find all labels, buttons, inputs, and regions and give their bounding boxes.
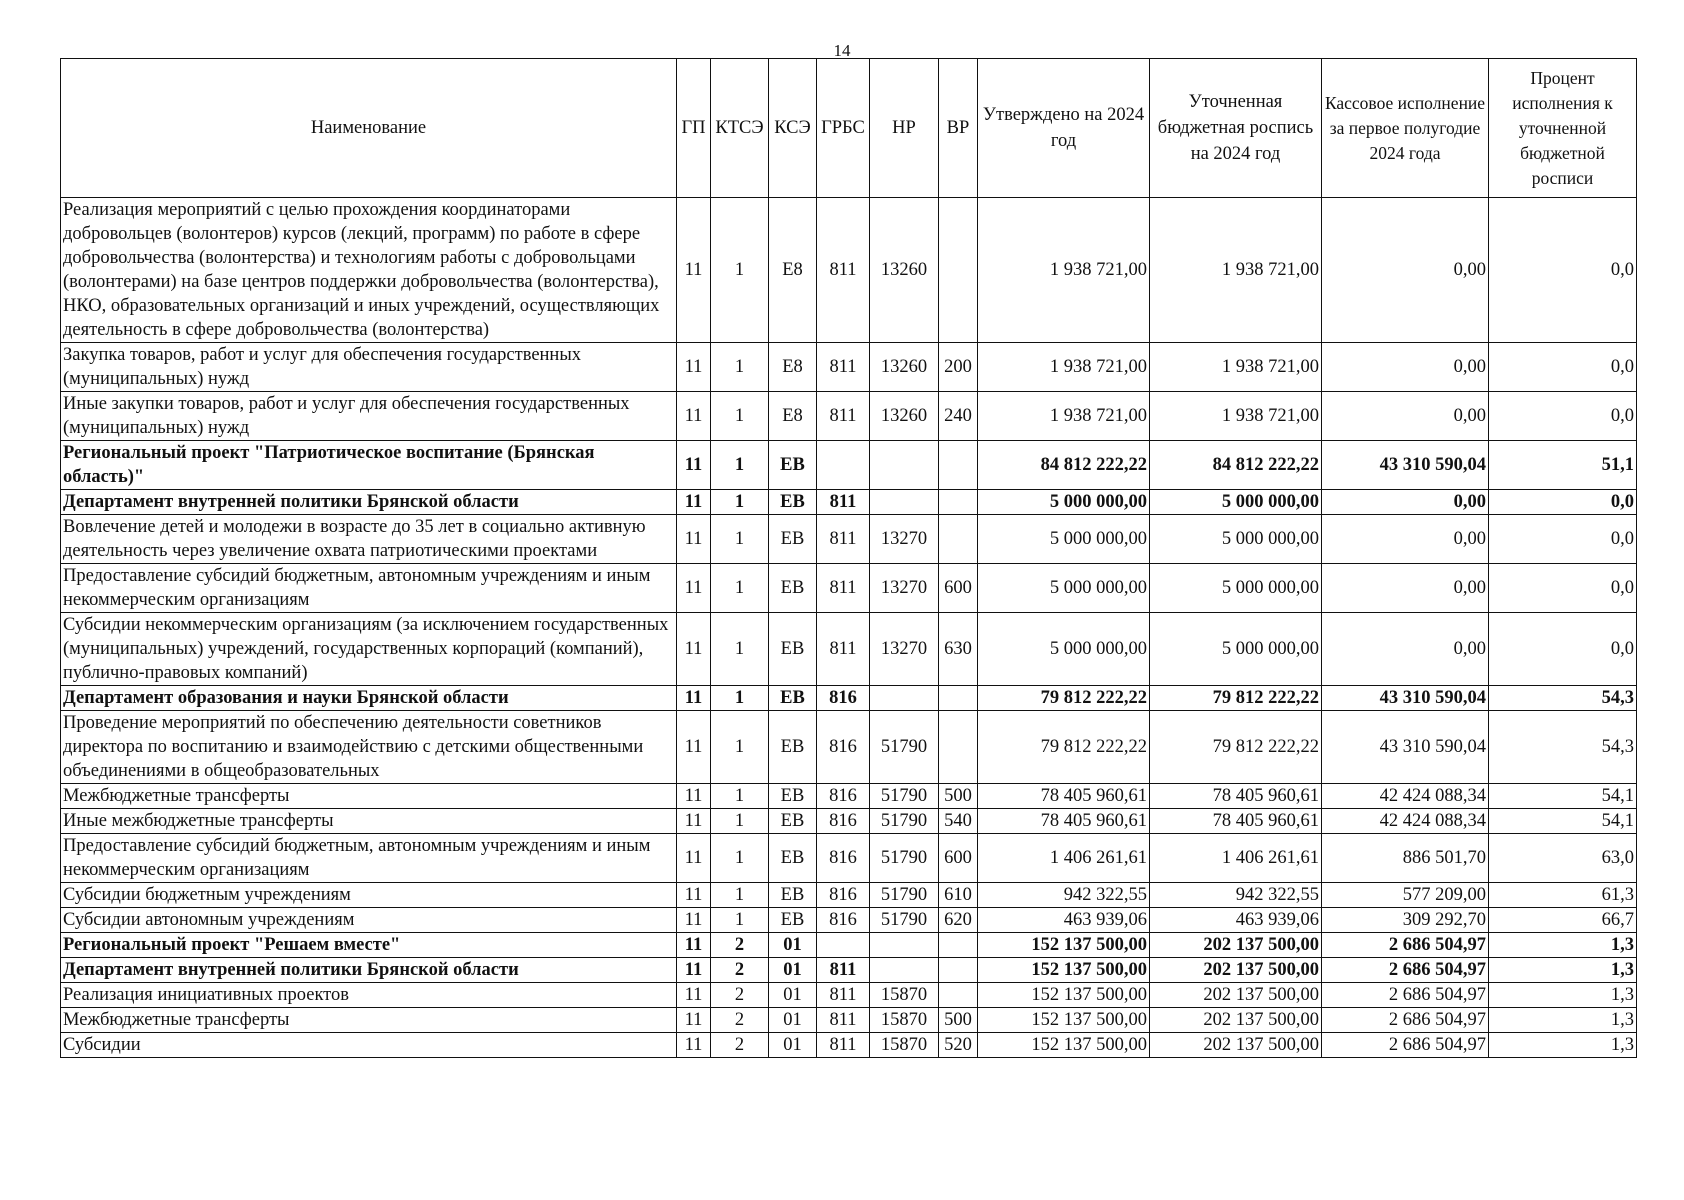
cell-gp: 11 [677, 958, 711, 983]
cell-refined: 202 137 500,00 [1150, 958, 1322, 983]
cell-nr: 51790 [870, 809, 939, 834]
cell-ktse: 1 [711, 883, 769, 908]
cell-refined: 202 137 500,00 [1150, 1008, 1322, 1033]
budget-execution-table [60, 58, 1637, 1058]
cell-gp: 11 [677, 711, 711, 784]
cell-ktse: 1 [711, 809, 769, 834]
cell-percent: 1,3 [1489, 1033, 1637, 1058]
cell-grbs: 816 [817, 711, 870, 784]
cell-approved: 5 000 000,00 [978, 515, 1150, 564]
cell-cash: 309 292,70 [1322, 908, 1489, 933]
cell-cash: 0,00 [1322, 343, 1489, 392]
table-row [61, 564, 1637, 613]
cell-vr [939, 958, 978, 983]
cell-grbs: 811 [817, 392, 870, 441]
cell-cash: 2 686 504,97 [1322, 1008, 1489, 1033]
cell-cash: 577 209,00 [1322, 883, 1489, 908]
cell-nr: 13270 [870, 613, 939, 686]
cell-nr [870, 958, 939, 983]
cell-cash: 42 424 088,34 [1322, 784, 1489, 809]
cell-refined: 202 137 500,00 [1150, 933, 1322, 958]
cell-refined: 5 000 000,00 [1150, 490, 1322, 515]
cell-percent: 0,0 [1489, 613, 1637, 686]
cell-name: Региональный проект "Патриотическое воспитание (Брянская область)" [61, 441, 677, 490]
cell-refined: 1 938 721,00 [1150, 343, 1322, 392]
cell-refined: 78 405 960,61 [1150, 784, 1322, 809]
cell-percent: 51,1 [1489, 441, 1637, 490]
table-row [61, 613, 1637, 686]
cell-refined: 79 812 222,22 [1150, 686, 1322, 711]
cell-percent: 1,3 [1489, 983, 1637, 1008]
table-row [61, 958, 1637, 983]
cell-cash: 0,00 [1322, 515, 1489, 564]
table-row [61, 933, 1637, 958]
cell-approved: 942 322,55 [978, 883, 1150, 908]
cell-name: Предоставление субсидий бюджетным, автономным учреждениям и иным некоммерческим организациям [61, 564, 677, 613]
cell-name: Реализация инициативных проектов [61, 983, 677, 1008]
cell-approved: 78 405 960,61 [978, 784, 1150, 809]
cell-cash: 2 686 504,97 [1322, 958, 1489, 983]
cell-grbs: 811 [817, 1008, 870, 1033]
cell-cash: 0,00 [1322, 490, 1489, 515]
header-cash: Кассовое исполнение за первое полугодие 2024 года [1322, 59, 1489, 198]
cell-percent: 54,1 [1489, 784, 1637, 809]
cell-vr: 600 [939, 834, 978, 883]
table-row [61, 515, 1637, 564]
cell-percent: 66,7 [1489, 908, 1637, 933]
table-row [61, 686, 1637, 711]
cell-vr: 200 [939, 343, 978, 392]
cell-kse: ЕВ [769, 686, 817, 711]
cell-vr: 600 [939, 564, 978, 613]
cell-cash: 42 424 088,34 [1322, 809, 1489, 834]
cell-kse: 01 [769, 958, 817, 983]
cell-approved: 5 000 000,00 [978, 564, 1150, 613]
cell-ktse: 1 [711, 441, 769, 490]
cell-grbs: 811 [817, 613, 870, 686]
cell-ktse: 2 [711, 933, 769, 958]
cell-approved: 5 000 000,00 [978, 490, 1150, 515]
cell-approved: 79 812 222,22 [978, 686, 1150, 711]
cell-gp: 11 [677, 784, 711, 809]
cell-gp: 11 [677, 515, 711, 564]
cell-grbs: 811 [817, 343, 870, 392]
cell-gp: 11 [677, 834, 711, 883]
cell-kse: ЕВ [769, 515, 817, 564]
table-row [61, 834, 1637, 883]
cell-refined: 942 322,55 [1150, 883, 1322, 908]
table-header-row [61, 59, 1637, 198]
cell-cash: 43 310 590,04 [1322, 686, 1489, 711]
cell-name: Иные межбюджетные трансферты [61, 809, 677, 834]
cell-ktse: 1 [711, 908, 769, 933]
cell-ktse: 1 [711, 711, 769, 784]
cell-percent: 1,3 [1489, 1008, 1637, 1033]
cell-approved: 1 938 721,00 [978, 392, 1150, 441]
cell-name: Межбюджетные трансферты [61, 1008, 677, 1033]
cell-refined: 463 939,06 [1150, 908, 1322, 933]
cell-nr: 51790 [870, 908, 939, 933]
cell-vr: 620 [939, 908, 978, 933]
cell-grbs: 811 [817, 958, 870, 983]
cell-vr [939, 515, 978, 564]
cell-ktse: 1 [711, 613, 769, 686]
cell-name: Региональный проект "Решаем вместе" [61, 933, 677, 958]
table-row [61, 908, 1637, 933]
table-row [61, 1008, 1637, 1033]
cell-kse: ЕВ [769, 883, 817, 908]
table-row [61, 1033, 1637, 1058]
cell-gp: 11 [677, 198, 711, 343]
cell-vr [939, 686, 978, 711]
cell-approved: 1 406 261,61 [978, 834, 1150, 883]
cell-nr: 15870 [870, 983, 939, 1008]
cell-nr: 51790 [870, 711, 939, 784]
cell-refined: 1 938 721,00 [1150, 198, 1322, 343]
cell-approved: 78 405 960,61 [978, 809, 1150, 834]
cell-ktse: 2 [711, 1033, 769, 1058]
cell-cash: 0,00 [1322, 392, 1489, 441]
header-vr: ВР [939, 59, 978, 198]
cell-kse: ЕВ [769, 908, 817, 933]
cell-name: Вовлечение детей и молодежи в возрасте до 35 лет в социально активную деятельность через увеличение охвата патриотическими проектами [61, 515, 677, 564]
cell-kse: ЕВ [769, 784, 817, 809]
cell-percent: 63,0 [1489, 834, 1637, 883]
cell-vr: 520 [939, 1033, 978, 1058]
cell-gp: 11 [677, 343, 711, 392]
cell-kse: ЕВ [769, 613, 817, 686]
cell-gp: 11 [677, 613, 711, 686]
cell-name: Субсидии бюджетным учреждениям [61, 883, 677, 908]
cell-kse: Е8 [769, 198, 817, 343]
cell-vr: 630 [939, 613, 978, 686]
cell-gp: 11 [677, 392, 711, 441]
cell-percent: 0,0 [1489, 515, 1637, 564]
cell-refined: 1 938 721,00 [1150, 392, 1322, 441]
cell-grbs: 811 [817, 490, 870, 515]
cell-refined: 79 812 222,22 [1150, 711, 1322, 784]
cell-ktse: 1 [711, 784, 769, 809]
cell-grbs: 816 [817, 809, 870, 834]
cell-vr: 240 [939, 392, 978, 441]
cell-percent: 1,3 [1489, 958, 1637, 983]
cell-approved: 5 000 000,00 [978, 613, 1150, 686]
cell-percent: 54,3 [1489, 686, 1637, 711]
cell-percent: 54,1 [1489, 809, 1637, 834]
table-body [61, 198, 1637, 1058]
cell-gp: 11 [677, 908, 711, 933]
cell-gp: 11 [677, 1033, 711, 1058]
cell-name: Департамент образования и науки Брянской области [61, 686, 677, 711]
cell-nr: 51790 [870, 883, 939, 908]
cell-nr: 15870 [870, 1033, 939, 1058]
cell-percent: 0,0 [1489, 490, 1637, 515]
cell-ktse: 2 [711, 983, 769, 1008]
cell-refined: 78 405 960,61 [1150, 809, 1322, 834]
cell-kse: Е8 [769, 392, 817, 441]
cell-approved: 152 137 500,00 [978, 983, 1150, 1008]
cell-approved: 84 812 222,22 [978, 441, 1150, 490]
table-row [61, 784, 1637, 809]
table-row [61, 198, 1637, 343]
cell-cash: 886 501,70 [1322, 834, 1489, 883]
header-percent: Процент исполнения к уточненной бюджетной росписи [1489, 59, 1637, 198]
cell-gp: 11 [677, 564, 711, 613]
cell-ktse: 1 [711, 392, 769, 441]
table-row [61, 809, 1637, 834]
cell-gp: 11 [677, 883, 711, 908]
cell-percent: 61,3 [1489, 883, 1637, 908]
cell-percent: 0,0 [1489, 343, 1637, 392]
cell-cash: 2 686 504,97 [1322, 1033, 1489, 1058]
cell-refined: 5 000 000,00 [1150, 515, 1322, 564]
cell-grbs: 816 [817, 883, 870, 908]
cell-kse: ЕВ [769, 711, 817, 784]
cell-gp: 11 [677, 490, 711, 515]
cell-cash: 0,00 [1322, 198, 1489, 343]
cell-grbs: 811 [817, 1033, 870, 1058]
cell-cash: 0,00 [1322, 613, 1489, 686]
cell-ktse: 2 [711, 1008, 769, 1033]
cell-gp: 11 [677, 933, 711, 958]
cell-nr [870, 933, 939, 958]
cell-approved: 152 137 500,00 [978, 933, 1150, 958]
cell-grbs [817, 933, 870, 958]
cell-name: Субсидии [61, 1033, 677, 1058]
cell-kse: ЕВ [769, 564, 817, 613]
cell-approved: 1 938 721,00 [978, 343, 1150, 392]
cell-name: Межбюджетные трансферты [61, 784, 677, 809]
cell-ktse: 1 [711, 515, 769, 564]
cell-kse: 01 [769, 1033, 817, 1058]
cell-nr: 13260 [870, 198, 939, 343]
cell-vr: 500 [939, 1008, 978, 1033]
cell-approved: 463 939,06 [978, 908, 1150, 933]
cell-name: Департамент внутренней политики Брянской области [61, 490, 677, 515]
cell-refined: 202 137 500,00 [1150, 1033, 1322, 1058]
cell-nr [870, 686, 939, 711]
cell-approved: 152 137 500,00 [978, 1008, 1150, 1033]
cell-name: Иные закупки товаров, работ и услуг для обеспечения государственных (муниципальных) нужд [61, 392, 677, 441]
cell-approved: 152 137 500,00 [978, 1033, 1150, 1058]
header-grbs: ГРБС [817, 59, 870, 198]
cell-vr: 610 [939, 883, 978, 908]
table-row [61, 490, 1637, 515]
cell-name: Предоставление субсидий бюджетным, автономным учреждениям и иным некоммерческим организациям [61, 834, 677, 883]
cell-refined: 5 000 000,00 [1150, 613, 1322, 686]
cell-name: Реализация мероприятий с целью прохождения координаторами добровольцев (волонтеров) курсов (лекций, программ) по работе в сфере добровольчества (волонтерства) и технологиям работы с добровольцами (волонтерами) на базе центров поддержки добровольчества (волонтерства), НКО, образовательных организаций и иных учреждений, осуществляющих деятельность в сфере добровольчества (волонтерства) [61, 198, 677, 343]
cell-cash: 2 686 504,97 [1322, 933, 1489, 958]
table-row [61, 441, 1637, 490]
cell-vr [939, 198, 978, 343]
cell-ktse: 1 [711, 490, 769, 515]
table-row [61, 711, 1637, 784]
cell-nr: 13260 [870, 343, 939, 392]
cell-grbs: 816 [817, 686, 870, 711]
cell-nr: 13270 [870, 564, 939, 613]
cell-refined: 1 406 261,61 [1150, 834, 1322, 883]
cell-kse: ЕВ [769, 809, 817, 834]
cell-vr [939, 711, 978, 784]
cell-kse: 01 [769, 983, 817, 1008]
cell-nr: 13270 [870, 515, 939, 564]
cell-grbs: 816 [817, 784, 870, 809]
cell-vr [939, 490, 978, 515]
cell-nr [870, 441, 939, 490]
cell-kse: ЕВ [769, 834, 817, 883]
cell-name: Закупка товаров, работ и услуг для обеспечения государственных (муниципальных) нужд [61, 343, 677, 392]
header-name: Наименование [61, 59, 677, 198]
cell-kse: ЕВ [769, 490, 817, 515]
table-row [61, 343, 1637, 392]
cell-grbs: 811 [817, 564, 870, 613]
cell-gp: 11 [677, 441, 711, 490]
table-row [61, 983, 1637, 1008]
cell-name: Проведение мероприятий по обеспечению деятельности советников директора по воспитанию и взаимодействию с детскими общественными объединениями в общеобразовательных [61, 711, 677, 784]
cell-approved: 79 812 222,22 [978, 711, 1150, 784]
cell-refined: 84 812 222,22 [1150, 441, 1322, 490]
cell-refined: 202 137 500,00 [1150, 983, 1322, 1008]
cell-vr [939, 441, 978, 490]
cell-name: Департамент внутренней политики Брянской области [61, 958, 677, 983]
cell-grbs: 811 [817, 515, 870, 564]
header-nr: НР [870, 59, 939, 198]
cell-vr [939, 983, 978, 1008]
table-row [61, 883, 1637, 908]
cell-kse: ЕВ [769, 441, 817, 490]
cell-cash: 43 310 590,04 [1322, 441, 1489, 490]
cell-ktse: 1 [711, 343, 769, 392]
cell-grbs: 811 [817, 198, 870, 343]
cell-grbs: 811 [817, 983, 870, 1008]
page-number: 14 [833, 41, 851, 60]
cell-name: Субсидии автономным учреждениям [61, 908, 677, 933]
cell-nr: 51790 [870, 784, 939, 809]
cell-ktse: 1 [711, 198, 769, 343]
cell-ktse: 2 [711, 958, 769, 983]
cell-cash: 2 686 504,97 [1322, 983, 1489, 1008]
cell-approved: 1 938 721,00 [978, 198, 1150, 343]
cell-percent: 0,0 [1489, 392, 1637, 441]
cell-kse: 01 [769, 1008, 817, 1033]
cell-kse: 01 [769, 933, 817, 958]
table-row [61, 392, 1637, 441]
header-gp: ГП [677, 59, 711, 198]
cell-gp: 11 [677, 983, 711, 1008]
header-kse: КСЭ [769, 59, 817, 198]
cell-grbs [817, 441, 870, 490]
cell-percent: 0,0 [1489, 564, 1637, 613]
header-approved: Утверждено на 2024 год [978, 59, 1150, 198]
cell-gp: 11 [677, 1008, 711, 1033]
cell-gp: 11 [677, 809, 711, 834]
cell-percent: 1,3 [1489, 933, 1637, 958]
cell-name: Субсидии некоммерческим организациям (за исключением государственных (муниципальных) учреждений, государственных корпораций (компаний), публично-правовых компаний) [61, 613, 677, 686]
header-refined: Уточненная бюджетная роспись на 2024 год [1150, 59, 1322, 198]
cell-gp: 11 [677, 686, 711, 711]
cell-grbs: 816 [817, 908, 870, 933]
cell-vr: 500 [939, 784, 978, 809]
cell-cash: 43 310 590,04 [1322, 711, 1489, 784]
cell-ktse: 1 [711, 834, 769, 883]
cell-kse: Е8 [769, 343, 817, 392]
cell-vr: 540 [939, 809, 978, 834]
cell-ktse: 1 [711, 564, 769, 613]
cell-nr: 13260 [870, 392, 939, 441]
cell-refined: 5 000 000,00 [1150, 564, 1322, 613]
cell-percent: 54,3 [1489, 711, 1637, 784]
cell-grbs: 816 [817, 834, 870, 883]
cell-nr: 51790 [870, 834, 939, 883]
cell-nr [870, 490, 939, 515]
header-ktse: КТСЭ [711, 59, 769, 198]
cell-nr: 15870 [870, 1008, 939, 1033]
cell-ktse: 1 [711, 686, 769, 711]
cell-vr [939, 933, 978, 958]
cell-percent: 0,0 [1489, 198, 1637, 343]
cell-cash: 0,00 [1322, 564, 1489, 613]
cell-approved: 152 137 500,00 [978, 958, 1150, 983]
